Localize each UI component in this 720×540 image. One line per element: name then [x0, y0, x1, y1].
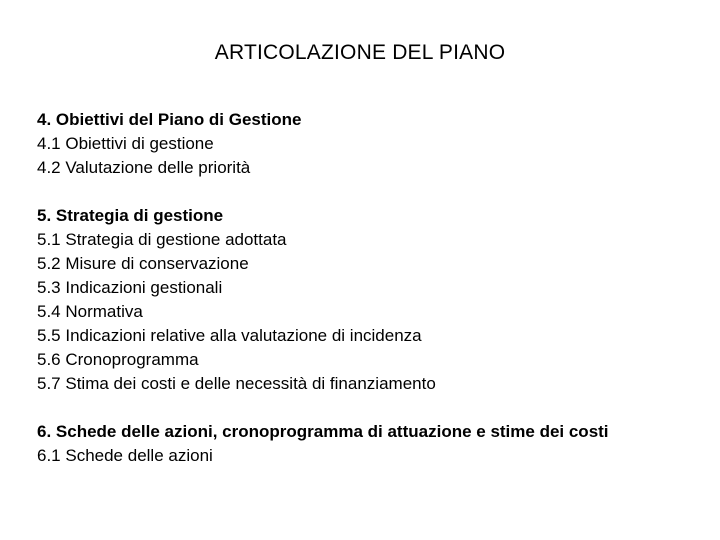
list-item: 5.6 Cronoprogramma [37, 350, 199, 369]
section-4 [37, 108, 687, 180]
section-heading: 5. Strategia di gestione [37, 206, 224, 225]
section-heading: 4. Obiettivi del Piano di Gestione [37, 110, 302, 129]
list-item: 5.1 Strategia di gestione adottata [37, 230, 287, 249]
list-item: 5.2 Misure di conservazione [37, 254, 249, 273]
slide-title: ARTICOLAZIONE DEL PIANO [214, 41, 506, 64]
section-heading: 6. Schede delle azioni, cronoprogramma di attuazione e stime dei costi [37, 422, 609, 441]
list-item: 5.7 Stima dei costi e delle necessità di finanziamento [37, 374, 436, 393]
list-item: 5.5 Indicazioni relative alla valutazione di incidenza [37, 326, 422, 345]
list-item: 4.2 Valutazione delle priorità [37, 158, 251, 177]
list-item: 6.1 Schede delle azioni [37, 446, 213, 465]
section-6 [37, 420, 687, 468]
slide-body [37, 108, 687, 468]
list-item: 4.1 Obiettivi di gestione [37, 134, 214, 153]
list-item: 5.3 Indicazioni gestionali [37, 278, 223, 297]
list-item: 5.4 Normativa [37, 302, 143, 321]
section-5 [37, 204, 687, 396]
